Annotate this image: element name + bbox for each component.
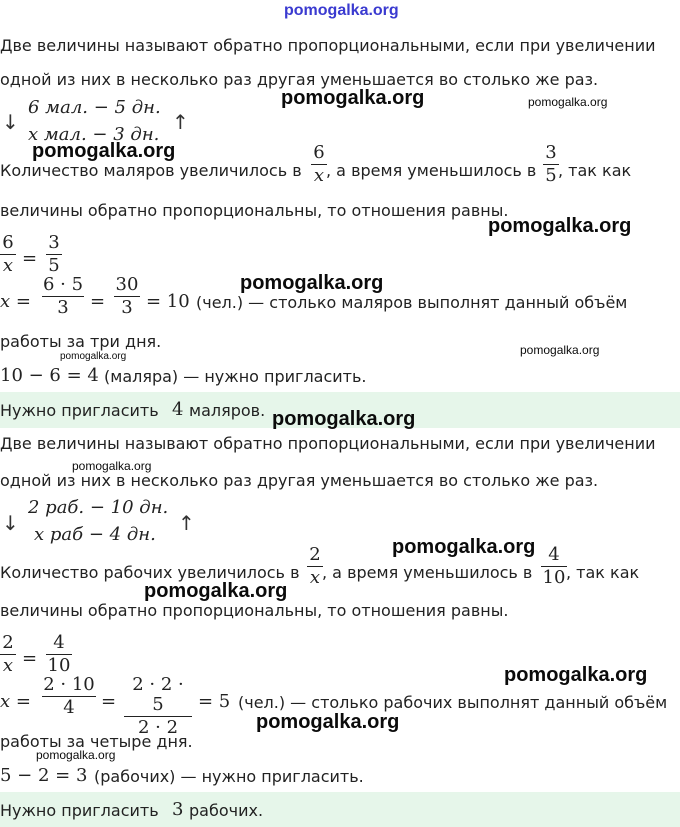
fraction-time: 3 5 [543, 143, 559, 186]
solution-fraction-2: 30 3 [115, 274, 139, 318]
arrow-down-icon: ↓ [2, 511, 19, 535]
solution-fraction-1: 2 · 10 4 [43, 674, 95, 718]
definition-line-2: одной из них в несколько раз другая уменьшается во столько же раз. [0, 70, 599, 89]
difference-formula: 5 − 2 = 3 [0, 765, 88, 786]
definition-line-2: одной из них в несколько раз другая уменьшается во столько же раз. [0, 471, 599, 490]
equals-sign: = [90, 291, 106, 312]
watermark: pomogalka.org [520, 343, 600, 357]
difference-text: (рабочих) — нужно пригласить. [94, 767, 364, 786]
solution-text-2: работы за три дня. [0, 332, 162, 351]
ratio-line-2: величины обратно пропорциональны, то отношения равны. [0, 601, 509, 620]
ratio-text-start: Количество маляров увеличилось в [0, 161, 302, 180]
fraction-time: 4 10 [542, 544, 566, 588]
fraction-workers: 2 x [307, 545, 323, 588]
proportion-row-2: x раб − 4 дн. [34, 524, 156, 545]
solution-text: (чел.) — столько рабочих выполнят данный объём [238, 693, 668, 712]
proportion-row-1: 6 мал. − 5 дн. [28, 97, 161, 118]
arrow-down-icon: ↓ [2, 110, 19, 134]
arrow-up-icon: ↑ [178, 511, 195, 535]
equation-left-fraction: 2 x [0, 633, 16, 676]
proportion-row-2: x мал. − 3 дн. [28, 124, 160, 145]
watermark: pomogalka.org [392, 536, 536, 558]
answer-text: Нужно пригласить [0, 401, 159, 420]
watermark: pomogalka.org [272, 408, 416, 430]
watermark: pomogalka.org [36, 748, 116, 762]
x-equals: x = [0, 691, 31, 712]
equation-right-fraction: 3 5 [46, 233, 62, 276]
watermark: pomogalka.org [528, 95, 608, 109]
watermark: pomogalka.org [256, 711, 400, 733]
definition-line-1: Две величины называют обратно пропорциональными, если при увеличении [0, 36, 656, 55]
difference-text: (маляра) — нужно пригласить. [104, 367, 367, 386]
watermark: pomogalka.org [72, 459, 152, 473]
watermark: pomogalka.org [144, 580, 288, 602]
ratio-text-end: , так как [558, 161, 632, 180]
ratio-text-start: Количество рабочих увеличилось в [0, 563, 300, 582]
solution-result: = 10 [146, 291, 190, 312]
ratio-text-mid: , а время уменьшилось в [326, 161, 537, 180]
answer-text: Нужно пригласить [0, 801, 159, 820]
equation-right-fraction: 4 10 [47, 632, 71, 676]
difference-formula: 10 − 6 = 4 [0, 365, 99, 386]
answer-suffix: маляров. [189, 401, 266, 420]
watermark: pomogalka.org [488, 215, 632, 237]
solution-text-2: работы за четыре дня. [0, 732, 193, 751]
watermark: pomogalka.org [60, 351, 127, 362]
watermark: pomogalka.org [32, 140, 176, 162]
answer-box [0, 792, 680, 827]
equation-left-fraction: 6 x [0, 233, 16, 276]
solution-fraction-1: 6 · 5 3 [42, 274, 84, 318]
equation-equals: = [22, 248, 38, 269]
fraction-painters: 6 x [311, 143, 327, 186]
watermark: pomogalka.org [240, 272, 384, 294]
solution-text: (чел.) — столько маляров выполнят данный объём [196, 293, 628, 312]
answer-suffix: рабочих. [189, 801, 264, 820]
arrow-up-icon: ↑ [172, 110, 189, 134]
watermark: pomogalka.org [504, 664, 648, 686]
answer-number: 3 [172, 799, 184, 820]
solution-fraction-2: 2 · 2 · 5 2 · 2 [124, 675, 192, 738]
solution-result: = 5 [198, 691, 231, 712]
ratio-text-end: , так как [566, 563, 640, 582]
ratio-line-2: величины обратно пропорциональны, то отношения равны. [0, 201, 509, 220]
definition-line-1: Две величины называют обратно пропорциональными, если при увеличении [0, 434, 656, 453]
ratio-text-mid: , а время уменьшилось в [322, 563, 533, 582]
x-equals: x = [0, 291, 31, 312]
watermark: pomogalka.org [281, 87, 425, 109]
answer-number: 4 [172, 399, 184, 420]
equation-equals: = [22, 648, 38, 669]
equals-sign: = [101, 691, 117, 712]
proportion-row-1: 2 раб. − 10 дн. [28, 497, 169, 518]
watermark-top: pomogalka.org [284, 2, 399, 19]
